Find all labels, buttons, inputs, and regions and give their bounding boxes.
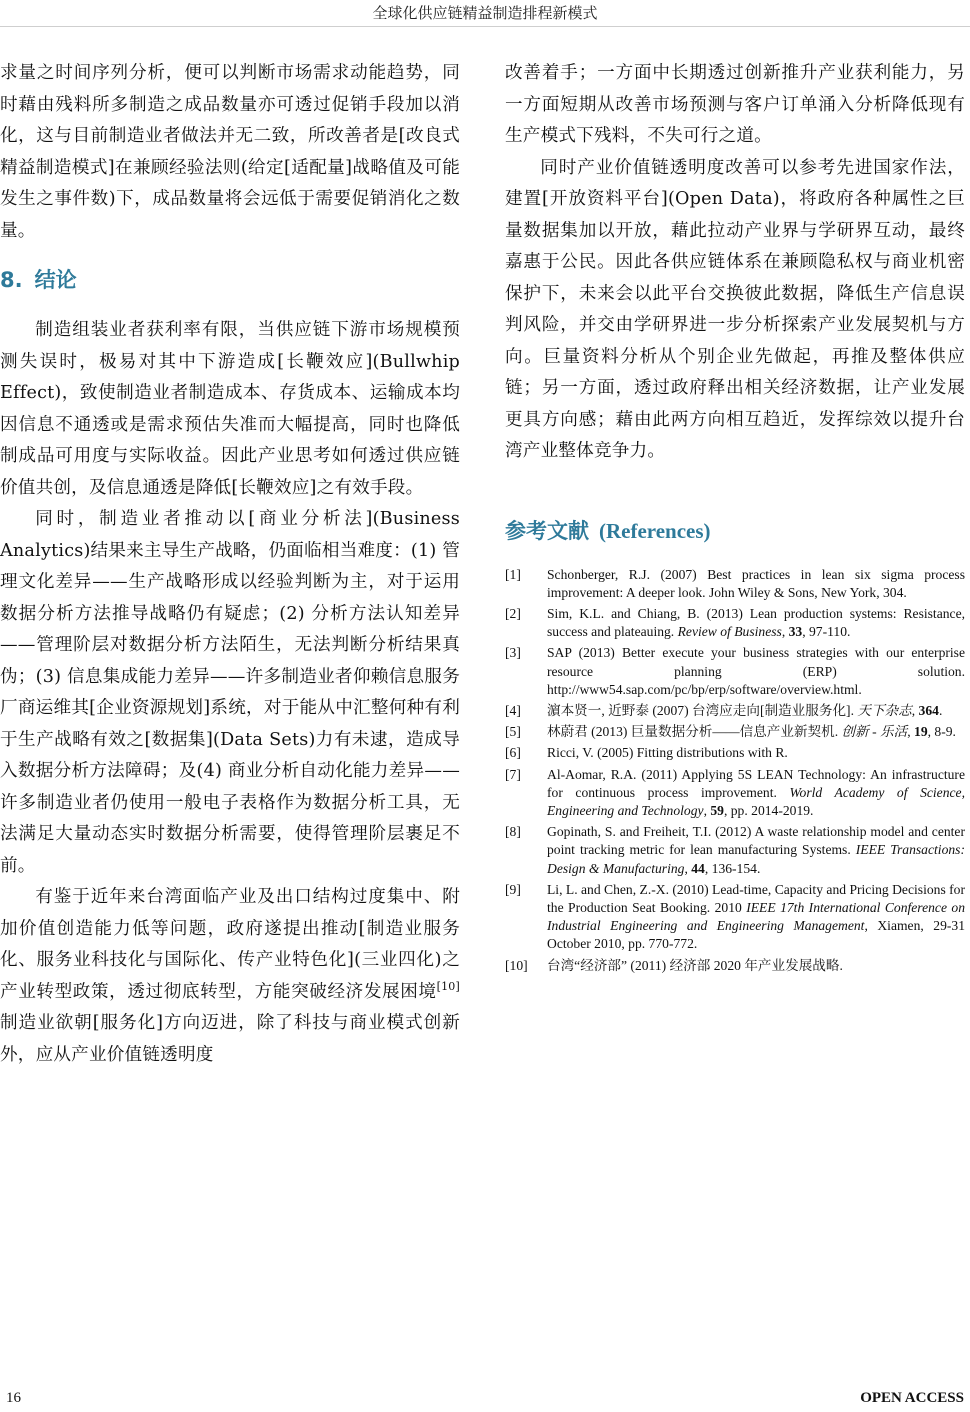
reference-text: [547, 766, 965, 821]
reference-list: [505, 566, 965, 975]
reference-number: [1]: [505, 566, 521, 582]
reference-item: [505, 644, 965, 699]
reference-a-part: Al-Aomar, R.A. (2011) Applying 5S LEAN Technology: An infrastructure for continuous process improvement.: [547, 766, 965, 800]
reference-c-part: , 97-110.: [802, 624, 851, 640]
reference-pre_b-part: ,: [781, 624, 789, 640]
reference-text: [547, 823, 965, 878]
reference-b-part: 19: [914, 724, 928, 740]
paragraph-industry-transformation: [0, 882, 460, 1071]
reference-a-part: 濵本贤一, 近野泰 (2007) 台湾应走向[制造业服务化].: [547, 702, 858, 718]
reference-text: [547, 702, 965, 720]
references-heading: [505, 514, 965, 548]
reference-text: [547, 957, 965, 975]
reference-item: [505, 723, 965, 741]
reference-i-part: IEEE 17th International Conference on Industrial Engineering and Engineering Management: [547, 899, 966, 934]
reference-number: [8]: [505, 824, 521, 840]
reference-item: [505, 744, 965, 762]
reference-a-part: SAP (2013) Better execute your business strategies with our enterprise resource planning (ERP) solution. http://www54.sap.com/pc/bp/erp/software/overview.html.: [547, 645, 965, 697]
reference-a-part: Sim, K.L. and Chiang, B. (2013) Lean production systems: Resistance, success and plateauing.: [547, 605, 965, 640]
reference-a-part: Gopinath, S. and Freiheit, T.I. (2012) A waste relationship model and center point tracking metric for lean manufacturing Systems.: [547, 824, 965, 858]
paragraph-continued: 改善着手；一方面中长期透过创新推升产业获利能力，另一方面短期从改善市场预测与客户订单涌入分析降低现有生产模式下残料，不失可行之道。: [505, 63, 965, 146]
reference-number: [10]: [505, 957, 528, 973]
left-column: [0, 58, 460, 1071]
reference-i-part: IEEE Transactions: Design & Manufacturing: [547, 842, 965, 876]
reference-i-part: World Academy of Science, Engineering and Technology: [547, 784, 965, 818]
page-number: 16: [6, 1390, 21, 1406]
reference-text: [547, 723, 965, 741]
reference-i-part: 天下杂志: [857, 702, 912, 718]
reference-item: [505, 881, 965, 954]
reference-pre_b-part: ,: [703, 802, 711, 818]
reference-i-part: Review of Business: [677, 624, 782, 640]
reference-a-part: 台湾“经济部” (2011) 经济部 2020 年产业发展战略.: [547, 957, 843, 973]
reference-item: [505, 766, 965, 821]
reference-text: [547, 881, 965, 954]
reference-item: [505, 566, 965, 602]
reference-number: [9]: [505, 881, 521, 897]
reference-c-part: , 136-154.: [704, 860, 761, 876]
reference-b-part: 59: [710, 802, 724, 818]
reference-b-part: 33: [788, 624, 803, 640]
reference-pre_b-part: ,: [907, 724, 915, 740]
reference-b-part: 44: [691, 860, 705, 876]
reference-c-part: .: [938, 702, 943, 718]
paragraph-text: 有鉴于近年来台湾面临产业及出口结构过度集中、附加价值创造能力低等问题，政府遂提出推动[制造业服务化、服务业科技化与国际化、传产业特色化](三业四化)之产业转型政策，透过彻底转型，方能突破经济发展困境: [0, 887, 460, 1002]
reference-item: [505, 823, 965, 878]
reference-text: [547, 644, 965, 699]
references-heading-en: (References): [599, 518, 711, 543]
right-column: [505, 58, 965, 978]
reference-a-part: Ricci, V. (2005) Fitting distributions with R.: [547, 745, 788, 761]
reference-c-part: , 8-9.: [927, 724, 956, 740]
references-heading-zh: 参考文献: [505, 518, 589, 543]
running-header: 全球化供应链精益制造排程新模式: [372, 4, 598, 22]
reference-number: [3]: [505, 645, 521, 661]
reference-pre_b-part: ,: [911, 702, 919, 718]
paragraph-business-analytics: 同时，制造业者推动以[商业分析法](Business Analytics)结果来主导生产战略，仍面临相当难度：(1) 管理文化差异——生产战略形成以经验判断为主，对于运用数据分析方法推导战略仍有疑虑；(2) 分析方法认知差异——管理阶层对数据分析方法陌生，无法判断分析结果真伪；(3) 信息集成能力差异——许多制造业者仰赖信息服务厂商运维其[企业资源规划]系统，对于能从中汇整何种有利于生产战略有效之[数据集](Data Sets)力有未逮，造成导入数据分析方法障碍；及(4) 商业分析自动化能力差异——许多制造业者仍使用一般电子表格作为数据分析工具，无法满足大量动态实时数据分析需要，使得管理阶层裹足不前。: [0, 509, 460, 876]
reference-pre_b-part: ,: [684, 860, 692, 876]
reference-number: [2]: [505, 605, 521, 621]
paragraph-text: 制造业欲朝[服务化]方向迈进，除了科技与商业模式创新外，应从产业价值链透明度: [0, 1013, 460, 1065]
reference-b-part: 364: [918, 702, 939, 718]
reference-a-part: Li, L. and Chen, Z.-X. (2010) Lead-time, Capacity and Pricing Decisions for the Production Seat Booking. 2010: [547, 881, 965, 915]
section-number: 8.: [0, 268, 23, 292]
reference-item: [505, 702, 965, 720]
paragraph-open-data: 同时产业价值链透明度改善可以参考先进国家作法，建置[开放资料平台](Open Data)，将政府各种属性之巨量数据集加以开放，藉此拉动产业界与学研界互动，最终嘉惠于公民。因此各供应链体系在兼顾隐私权与商业机密保护下，未来会以此平台交换彼此数据，降低生产信息误判风险，并交由学研界进一步分析探索产业发展契机与方向。巨量资料分析从个别企业先做起，再推及整体供应链；另一方面，透过政府释出相关经济数据，让产业发展更具方向感；藉由此两方向相互趋近，发挥综效以提升台湾产业整体竞争力。: [505, 157, 965, 461]
reference-c-part: , Xiamen, 29-31 October 2010, pp. 770-772.: [547, 918, 966, 952]
reference-a-part: 林蔚君 (2013) 巨量数据分析——信息产业新契机.: [547, 724, 842, 740]
reference-item: [505, 957, 965, 975]
section-title: 结论: [34, 268, 77, 292]
paragraph-continued: 求量之时间序列分析，便可以判断市场需求动能趋势，同时藉由残料所多制造之成品数量亦可透过促销手段加以消化，这与目前制造业者做法并无二致，所改善者是[改良式精益制造模式]在兼顾经验法则(给定[适配量]战略值及可能发生之事件数)下，成品数量将会远低于需要促销消化之数量。: [0, 63, 460, 241]
reference-a-part: Schonberger, R.J. (2007) Best practices in lean six sigma process improvement: A deeper look. John Wiley & Sons, New York, 304.: [547, 566, 965, 600]
reference-c-part: , pp. 2014-2019.: [723, 802, 814, 818]
open-access-label: OPEN ACCESS: [860, 1390, 964, 1406]
reference-i-part: 创新 - 乐活: [841, 724, 908, 740]
reference-number: [6]: [505, 745, 521, 761]
reference-text: [547, 566, 965, 602]
paragraph-bullwhip: 制造组装业者获利率有限，当供应链下游市场规模预测失误时，极易对其中下游造成[长鞭效应](Bullwhip Effect)，致使制造业者制造成本、存货成本、运输成本均因信息不通透或是需求预估失准而大幅提高，同时也降低制成品可用度与实际收益。因此产业思考如何透过供应链价值共创，及信息通透是降低[长鞭效应]之有效手段。: [0, 320, 460, 498]
reference-text: [547, 744, 965, 762]
header-divider: [0, 26, 970, 27]
reference-item: [505, 605, 965, 641]
reference-text: [547, 605, 965, 641]
reference-number: [4]: [505, 702, 521, 718]
citation-superscript: [10]: [436, 979, 460, 993]
reference-number: [5]: [505, 724, 521, 740]
reference-number: [7]: [505, 766, 521, 782]
section-heading-conclusion: [0, 263, 460, 297]
